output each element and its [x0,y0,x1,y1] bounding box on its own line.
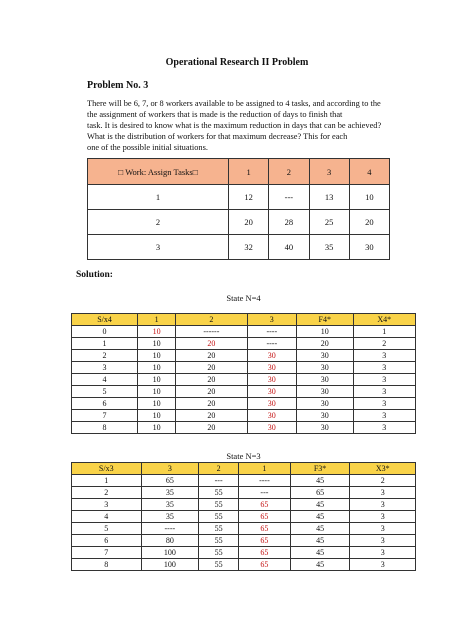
table-row [72,422,416,434]
header-cell: 1 [229,159,269,185]
table-cell: 35 [309,235,349,260]
table-row [72,523,416,535]
table-cell: 3 [350,523,416,535]
table-cell: 30 [247,410,296,422]
table-cell: 1 [72,475,142,487]
table-cell: 45 [290,535,350,547]
table-row [72,326,416,338]
table-cell: 20 [176,374,248,386]
problem-table [87,158,390,260]
header-cell: 2 [176,314,248,326]
table-cell: 20 [176,338,248,350]
table-cell: 45 [290,499,350,511]
table-cell: 20 [176,410,248,422]
table-cell: 35 [141,487,199,499]
table-cell: 3 [353,350,415,362]
table-cell: 30 [296,398,353,410]
table-cell: 30 [296,422,353,434]
header-cell: X3* [350,463,416,475]
table-row [72,487,416,499]
table-cell: 2 [72,487,142,499]
table-row [72,559,416,571]
table-row [72,338,416,350]
header-cell: S/x3 [72,463,142,475]
table-cell: 55 [199,523,239,535]
table-cell: 5 [72,523,142,535]
table-cell: 10 [138,362,176,374]
table-cell: 2 [88,210,229,235]
table-cell: 20 [176,386,248,398]
problem-label: Problem No. 3 [87,80,149,91]
table-cell: 2 [353,338,415,350]
table-cell: 55 [199,559,239,571]
table-cell: 80 [141,535,199,547]
state3-table [71,462,416,571]
state4-header-row [72,314,416,326]
table-cell: 45 [290,547,350,559]
table-cell: 3 [353,398,415,410]
table-cell: 30 [296,374,353,386]
table-cell: 45 [290,511,350,523]
table-cell: 35 [141,499,199,511]
table-cell: 25 [309,210,349,235]
table-cell: 30 [247,398,296,410]
table-cell: 100 [141,547,199,559]
table-row [72,511,416,523]
table-cell: 1 [353,326,415,338]
table-row [88,210,390,235]
state3-header-row [72,463,416,475]
table-cell: 2 [350,475,416,487]
table-cell: ------ [176,326,248,338]
table-cell: 20 [176,362,248,374]
table-cell: 100 [141,559,199,571]
table-cell: 7 [72,410,138,422]
table-cell: ---- [247,338,296,350]
table-cell: 7 [72,547,142,559]
header-cell: 2 [269,159,309,185]
header-cell: 3 [247,314,296,326]
problem-text-line-3: task. It is desired to know what is the maximum reduction in days that can be achieved? [87,121,382,130]
table-cell: 55 [199,535,239,547]
table-cell: 28 [269,210,309,235]
state4-title: State N=4 [226,293,261,303]
table-cell: 65 [141,475,199,487]
table-cell: 32 [229,235,269,260]
table-row [88,185,390,210]
header-cell: S/x4 [72,314,138,326]
state3-title: State N=3 [226,451,261,461]
table-cell: 45 [290,523,350,535]
table-row [72,362,416,374]
table-cell: 20 [176,422,248,434]
table-cell: 30 [247,422,296,434]
table-cell: 3 [353,410,415,422]
table-cell: 30 [247,362,296,374]
table-cell: 10 [138,422,176,434]
table-row [72,350,416,362]
table-cell: 3 [350,511,416,523]
table-cell: 10 [138,374,176,386]
table-cell: 65 [290,487,350,499]
table-cell: --- [239,487,291,499]
table-cell: 10 [138,398,176,410]
table-cell: 65 [239,559,291,571]
table-cell: 10 [296,326,353,338]
header-cell: 1 [138,314,176,326]
table-cell: 30 [247,350,296,362]
table-cell: --- [199,475,239,487]
table-cell: 30 [296,410,353,422]
table-cell: ---- [141,523,199,535]
table-cell: 10 [138,326,176,338]
table-cell: 1 [88,185,229,210]
table-cell: 65 [239,535,291,547]
table-cell: 10 [349,185,389,210]
problem-text-line-2: the assignment of workers that is made is the reduction of days to finish that [87,110,343,119]
state4-table [71,313,416,434]
table-cell: 45 [290,559,350,571]
table-cell: 20 [176,350,248,362]
table-cell: 5 [72,386,138,398]
table-cell: 3 [353,386,415,398]
table-row [72,410,416,422]
table-cell: 20 [296,338,353,350]
header-cell: 2 [199,463,239,475]
table-cell: 13 [309,185,349,210]
table-cell: 20 [349,210,389,235]
table-cell: 3 [350,487,416,499]
table-cell: 30 [296,386,353,398]
header-cell: 3 [309,159,349,185]
table-cell: 65 [239,499,291,511]
solution-label: Solution: [76,270,113,280]
table-cell: 3 [353,422,415,434]
table-cell: 3 [350,535,416,547]
document-title: Operational Research II Problem [165,57,309,68]
header-cell: F3* [290,463,350,475]
header-cell: 4 [349,159,389,185]
table-cell: 2 [72,350,138,362]
table-cell: 20 [229,210,269,235]
table-row [88,235,390,260]
table-cell: 30 [247,374,296,386]
table-cell: 55 [199,487,239,499]
table-row [72,475,416,487]
table-cell: 30 [296,362,353,374]
header-cell: 1 [239,463,291,475]
table-cell: 3 [350,547,416,559]
table-cell: 40 [269,235,309,260]
table-cell: 65 [239,523,291,535]
problem-text-line-4: What is the distribution of workers for that maximum decrease? This for each [87,132,348,141]
problem-text-line-5: one of the possible initial situations. [87,143,208,152]
table-cell: --- [269,185,309,210]
table-cell: 55 [199,511,239,523]
table-cell: 0 [72,326,138,338]
table-cell: 45 [290,475,350,487]
table-cell: 3 [72,362,138,374]
table-row [72,547,416,559]
table-cell: 4 [72,374,138,386]
table-cell: 8 [72,559,142,571]
table-cell: 3 [353,362,415,374]
table-row [72,535,416,547]
table-cell: 3 [350,499,416,511]
table-cell: 3 [350,559,416,571]
table-cell: 4 [72,511,142,523]
header-cell: □ Work: Assign Tasks□ [88,159,229,185]
header-cell: X4* [353,314,415,326]
problem-table-header [88,159,390,185]
table-cell: 6 [72,535,142,547]
table-cell: 6 [72,398,138,410]
table-cell: 10 [138,338,176,350]
table-cell: 20 [176,398,248,410]
table-cell: ---- [247,326,296,338]
table-cell: 8 [72,422,138,434]
table-cell: 12 [229,185,269,210]
table-row [72,499,416,511]
table-cell: 10 [138,386,176,398]
table-cell: 55 [199,547,239,559]
table-row [72,386,416,398]
table-cell: 65 [239,511,291,523]
table-cell: 30 [349,235,389,260]
table-cell: 3 [353,374,415,386]
table-row [72,374,416,386]
table-cell: 55 [199,499,239,511]
header-cell: 3 [141,463,199,475]
header-cell: F4* [296,314,353,326]
table-row [72,398,416,410]
table-cell: 65 [239,547,291,559]
table-cell: 10 [138,410,176,422]
table-cell: 30 [247,386,296,398]
table-cell: 3 [72,499,142,511]
table-cell: 30 [296,350,353,362]
table-cell: ---- [239,475,291,487]
table-cell: 3 [88,235,229,260]
table-cell: 10 [138,350,176,362]
problem-text-line-1: There will be 6, 7, or 8 workers available to be assigned to 4 tasks, and according to the [87,99,381,108]
table-cell: 1 [72,338,138,350]
table-cell: 35 [141,511,199,523]
